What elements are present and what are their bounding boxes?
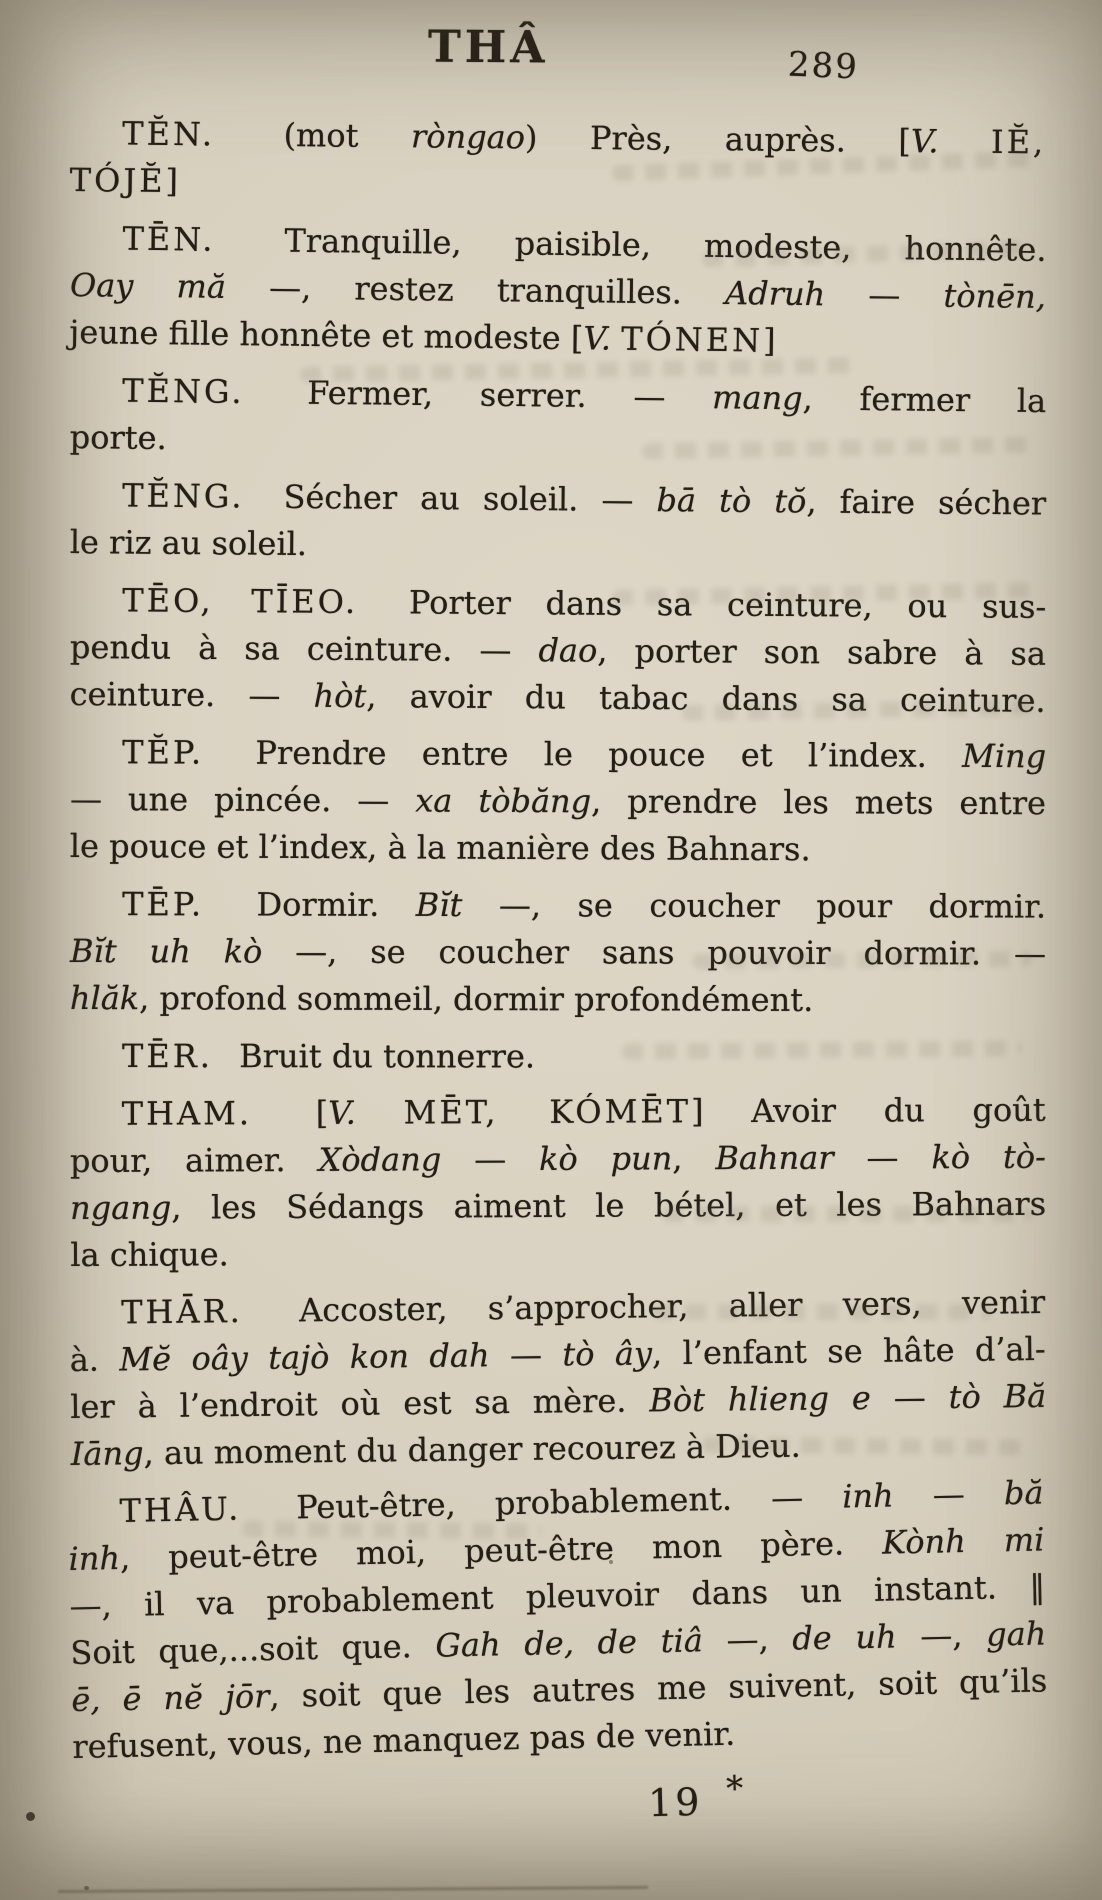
headword: TĔN. — [122, 114, 216, 154]
signature-mark — [647, 1769, 744, 1825]
vernacular-term: Xòdang — [318, 1140, 442, 1179]
entry-line — [70, 1228, 1046, 1279]
dictionary-entry — [70, 110, 1047, 213]
definition-text: , l’enfant se hâte d’al- — [651, 1329, 1046, 1373]
vernacular-term: Oay mă — [69, 266, 227, 306]
vernacular-term: Bòt hlieng e — [649, 1378, 872, 1420]
definition-text: — — [824, 275, 944, 315]
cross-reference: TÓJĔ — [69, 160, 166, 200]
definition-text: ] Avoir du goût — [690, 1090, 1046, 1131]
definition-text: —, — [896, 1615, 987, 1656]
dictionary-entry — [69, 215, 1047, 368]
vernacular-term: Bĭt — [415, 885, 463, 925]
vernacular-term: Kònh mi — [881, 1520, 1045, 1562]
definition-text: Peut-être, probablement. — — [256, 1477, 843, 1528]
dictionary-entries — [70, 110, 1046, 1782]
vernacular-term: tò ây — [562, 1334, 653, 1374]
asterisk-mark: * — [725, 1768, 744, 1810]
page-edge-shadow — [58, 1886, 648, 1893]
entry-line — [70, 975, 1046, 1025]
page-number: 289 — [787, 44, 860, 88]
definition-text: refusent, vous, ne manquez pas de venir. — [71, 1714, 736, 1766]
dictionary-entry — [70, 1033, 1046, 1081]
definition-text: , prendre les mets entre — [591, 782, 1047, 823]
ink-speck — [26, 1812, 35, 1821]
definition-text: porte. — [69, 417, 167, 458]
definition-text: Soit que,...soit que. — [70, 1626, 436, 1672]
definition-text: —, se coucher pour dormir. — [462, 886, 1047, 926]
headword: THAM. — [121, 1094, 253, 1133]
entry-line — [70, 1087, 1046, 1138]
vernacular-term: kò tò- — [931, 1137, 1047, 1177]
entry-line — [70, 776, 1046, 827]
definition-text: , fermer la — [802, 379, 1047, 421]
entry-line — [70, 577, 1046, 631]
definition-text: Tranquille, paisible, modeste, honnête. — [231, 220, 1047, 269]
entry-line — [70, 881, 1046, 931]
headword: TĔNG. — [122, 476, 245, 516]
headword: TĒP. — [122, 885, 205, 924]
entry-line — [70, 472, 1046, 528]
cross-reference: TÓNEN — [621, 319, 764, 360]
definition-text: Fermer, serrer. — — [260, 373, 713, 417]
entry-line — [70, 157, 1046, 213]
definition-text: , soit que les autres me suivent, soit qu’ils — [269, 1661, 1048, 1716]
entry-line — [70, 624, 1046, 678]
entry-line — [70, 110, 1046, 166]
vernacular-term: bă — [1003, 1473, 1044, 1513]
entry-line — [70, 928, 1046, 978]
signature-number: 19 — [647, 1779, 704, 1826]
vernacular-term: bā tò tŏ — [656, 481, 807, 521]
entry-line — [70, 1033, 1046, 1081]
definition-text: , au moment du danger recourez à Dieu. — [143, 1426, 801, 1473]
definition-text: ] — [165, 161, 179, 201]
vernacular-term: gah — [985, 1614, 1047, 1654]
vernacular-term: ē, ē nĕ jōr — [71, 1677, 270, 1719]
definition-text: , peut-être moi, peut-être mon père. — [119, 1523, 883, 1577]
definition-text: jeune fille honnête et modeste [ — [69, 312, 584, 358]
definition-text: , — [672, 1139, 716, 1178]
definition-text: , avoir du tabac dans sa ceinture. — [366, 677, 1046, 720]
definition-text: ) Près, auprès. [ — [524, 118, 912, 161]
entry-line — [70, 729, 1046, 780]
vernacular-term: hlăk — [69, 978, 140, 1018]
definition-text: , faire sécher — [806, 482, 1047, 523]
vernacular-term: inh — [841, 1476, 895, 1516]
definition-text: Accoster, s’approcher, aller vers, venir — [258, 1282, 1046, 1330]
vernacular-term: xa tòbăng — [415, 781, 592, 821]
dictionary-entry — [70, 472, 1047, 575]
definition-text: — une pincée. — — [69, 780, 416, 820]
entry-line — [70, 671, 1046, 725]
vernacular-term: ngang — [70, 1188, 172, 1227]
vernacular-term: de uh — [791, 1617, 898, 1658]
headword: TĒN. — [122, 219, 216, 259]
headword: THĀR. — [120, 1292, 244, 1332]
headword: TĒR. — [121, 1037, 213, 1076]
vernacular-term: V. — [910, 122, 939, 161]
definition-text: Dormir. — [219, 885, 416, 924]
running-header: THÂ — [427, 21, 549, 74]
definition-text — [611, 320, 622, 358]
definition-text: [ — [267, 1093, 329, 1133]
headword: TĔNG. — [122, 371, 245, 411]
definition-text: ceinture. — — [69, 674, 314, 715]
vernacular-term: V. — [583, 319, 612, 358]
definition-text: — — [833, 1138, 932, 1177]
entry-line — [70, 823, 1046, 874]
definition-text: pour, aimer. — [69, 1140, 319, 1180]
ink-speck — [84, 1886, 89, 1890]
definition-text: Porter dans sa ceinture, ou sus- — [374, 583, 1047, 626]
vernacular-term: Gah de, de tiâ — [435, 1621, 704, 1665]
dictionary-entry — [69, 1279, 1047, 1478]
definition-text: Sécher au soleil. — — [260, 477, 657, 520]
cross-reference: IĔ, — [990, 122, 1047, 162]
definition-text: la chique. — [70, 1235, 229, 1274]
definition-text: , les Sédangs aiment le bétel, et les Bahnars — [171, 1184, 1047, 1227]
definition-text: Prendre entre le pouce et l’index. — [220, 733, 963, 775]
definition-text: Bruit du tonnerre. — [228, 1037, 536, 1076]
headword: TĒO, TĪEO. — [122, 581, 359, 622]
definition-text: , profond sommeil, dormir profondément. — [139, 979, 814, 1019]
definition-text: — — [893, 1474, 1005, 1515]
dictionary-entry — [70, 729, 1047, 874]
dictionary-entry — [67, 1469, 1048, 1771]
definition-text: (mot — [230, 115, 412, 156]
definition-text: le pouce et l’index, à la manière des Bahnars. — [69, 826, 811, 869]
definition-text: à. — [69, 1340, 120, 1380]
vernacular-term: Mĕ oây tajò kon dah — [119, 1336, 490, 1379]
definition-text — [356, 1094, 404, 1132]
dictionary-entry — [70, 577, 1047, 725]
dictionary-entry — [70, 1087, 1047, 1279]
cross-reference: MĒT, KÓMĒT — [403, 1092, 692, 1132]
headword: TĔP. — [122, 733, 205, 772]
dictionary-entry — [70, 881, 1046, 1025]
definition-text: — — [870, 1378, 949, 1417]
vernacular-term: Bahnar — [715, 1138, 834, 1178]
definition-text: le riz au soleil. — [69, 522, 308, 564]
entry-line — [70, 519, 1046, 575]
definition-text: , porter son sabre à sa — [597, 631, 1047, 673]
definition-text: —, se coucher sans pouvoir dormir. — — [262, 932, 1047, 973]
vernacular-term: inh — [68, 1538, 121, 1579]
dictionary-entry — [69, 367, 1046, 472]
vernacular-term: tònēn, — [943, 276, 1047, 316]
vernacular-term: Adruh — [724, 274, 826, 314]
vernacular-term: mang — [711, 378, 803, 418]
entry-line — [70, 1181, 1046, 1232]
headword: THÂU. — [119, 1489, 242, 1530]
definition-text: ] — [762, 321, 776, 360]
definition-text — [938, 122, 991, 161]
vernacular-term: dao — [538, 631, 598, 670]
vernacular-term: Bĭt uh kò — [69, 932, 263, 971]
entry-line — [70, 1134, 1046, 1185]
definition-text: —, il va probablement pleuvoir dans un instant. ‖ — [69, 1567, 1046, 1626]
definition-text: — — [441, 1139, 540, 1179]
vernacular-term: Ming — [962, 736, 1047, 776]
vernacular-term: hòt — [313, 676, 367, 716]
definition-text: —, restez tranquilles. — [225, 267, 726, 313]
definition-text: pendu à sa ceinture. — — [69, 628, 539, 670]
vernacular-term: kò pun — [538, 1139, 673, 1178]
definition-text: —, — [702, 1619, 793, 1660]
vernacular-term: Iāng — [70, 1434, 144, 1473]
vernacular-term: ròngao — [410, 117, 526, 157]
vernacular-term: V. — [328, 1093, 356, 1132]
definition-text: ler à l’endroit où est sa mère. — [70, 1381, 650, 1426]
definition-text: — — [489, 1335, 563, 1375]
entry-line — [71, 1420, 1047, 1478]
vernacular-term: tò Bă — [948, 1376, 1047, 1417]
